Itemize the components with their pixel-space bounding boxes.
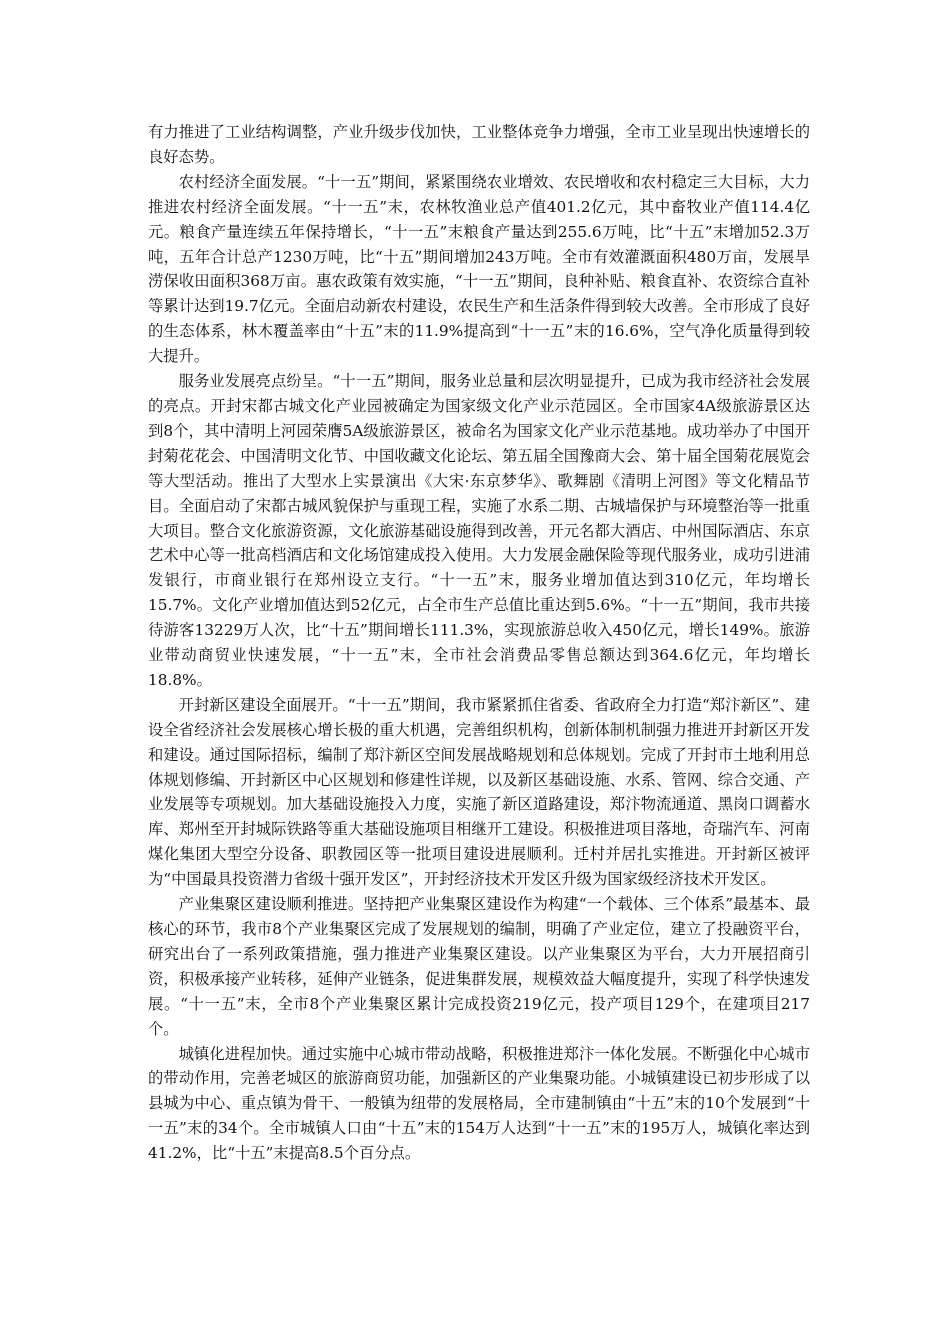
paragraph-industrial-cluster: 产业集聚区建设顺利推进。坚持把产业集聚区建设作为构建“一个载体、三个体系”最基本、最核心的环节，我市8个产业集聚区完成了发展规划的编制，明确了产业定位，建立了投融资平台，研究出台了一系列政策措施，强力推进产业集聚区建设。以产业集聚区为平台，大力开展招商引资，积极承接产业转移，延伸产业链条，促进集群发展，规模效益大幅度提升，实现了科学快速发展。“十一五”末，全市8个产业集聚区累计完成投资219亿元，投产项目129个，在建项目217个。 <box>148 895 810 1038</box>
paragraph-industry-continuation: 有力推进了工业结构调整，产业升级步伐加快，工业整体竞争力增强，全市工业呈现出快速增长的良好态势。 <box>148 123 810 166</box>
paragraph-service-industry: 服务业发展亮点纷呈。“十一五”期间，服务业总量和层次明显提升，已成为我市经济社会发展的亮点。开封宋都古城文化产业园被确定为国家级文化产业示范园区。全市国家4A级旅游景区达到8个，其中清明上河园荣膺5A级旅游景区，被命名为国家文化产业示范基地。成功举办了中国开封菊花花会、中国清明文化节、中国收藏文化论坛、第五届全国豫商大会、第十届全国菊花展览会等大型活动。推出了大型水上实景演出《大宋·东京梦华》、歌舞剧《清明上河图》等文化精品节目。全面启动了宋都古城风貌保护与重现工程，实施了水系二期、古城墙保护与环境整治等一批重大项目。整合文化旅游资源，文化旅游基础设施得到改善，开元名都大酒店、中州国际酒店、东京艺术中心等一批高档酒店和文化场馆建成投入使用。大力发展金融保险等现代服务业，成功引进浦发银行，市商业银行在郑州设立支行。“十一五”末，服务业增加值达到310亿元，年均增长15.7%。文化产业增加值达到52亿元，占全市生产总值比重达到5.6%。“十一五”期间，我市共接待游客13229万人次，比“十五”期间增长111.3%，实现旅游总收入450亿元，增长149%。旅游业带动商贸业快速发展，“十一五”末，全市社会消费品零售总额达到364.6亿元，年均增长18.8%。 <box>148 372 810 689</box>
document-body <box>148 120 810 1166</box>
paragraph-rural-economy: 农村经济全面发展。“十一五”期间，紧紧围绕农业增效、农民增收和农村稳定三大目标，大力推进农村经济全面发展。“十一五”末，农林牧渔业总产值401.2亿元，其中畜牧业产值114.4亿元。粮食产量连续五年保持增长，“十一五”末粮食产量达到255.6万吨，比“十五”末增加52.3万吨，五年合计总产1230万吨，比“十五”期间增加243万吨。全市有效灌溉面积480万亩，发展旱涝保收田面积368万亩。惠农政策有效实施，“十一五”期间，良种补贴、粮食直补、农资综合直补等累计达到19.7亿元。全面启动新农村建设，农民生产和生活条件得到较大改善。全市形成了良好的生态体系，林木覆盖率由“十五”末的11.9%提高到“十一五”末的16.6%，空气净化质量得到较大提升。 <box>148 172 810 366</box>
paragraph-kaifeng-new-district: 开封新区建设全面展开。“十一五”期间，我市紧紧抓住省委、省政府全力打造“郑汴新区”、建设全省经济社会发展核心增长极的重大机遇，完善组织机构，创新体制机制强力推进开封新区开发和建设。通过国际招标，编制了郑汴新区空间发展战略规划和总体规划。完成了开封市土地利用总体规划修编、开封新区中心区规划和修建性详规，以及新区基础设施、水系、管网、综合交通、产业发展等专项规划。加大基础设施投入力度，实施了新区道路建设，郑汴物流通道、黑岗口调蓄水库、郑州至开封城际铁路等重大基础设施项目相继开工建设。积极推进项目落地，奇瑞汽车、河南煤化集团大型空分设备、职教园区等一批项目建设进展顺利。迁村并居扎实推进。开封新区被评为“中国最具投资潜力省级十强开发区”，开封经济技术开发区升级为国家级经济技术开发区。 <box>148 695 810 889</box>
paragraph-urbanization: 城镇化进程加快。通过实施中心城市带动战略，积极推进郑汴一体化发展。不断强化中心城市的带动作用，完善老城区的旅游商贸功能，加强新区的产业集聚功能。小城镇建设已初步形成了以县城为中心、重点镇为骨干、一般镇为纽带的发展格局，全市建制镇由“十五”末的10个发展到“十一五”末的34个。全市城镇人口由“十五”末的154万人达到“十一五”末的195万人，城镇化率达到41.2%，比“十五”末提高8.5个百分点。 <box>148 1044 810 1163</box>
